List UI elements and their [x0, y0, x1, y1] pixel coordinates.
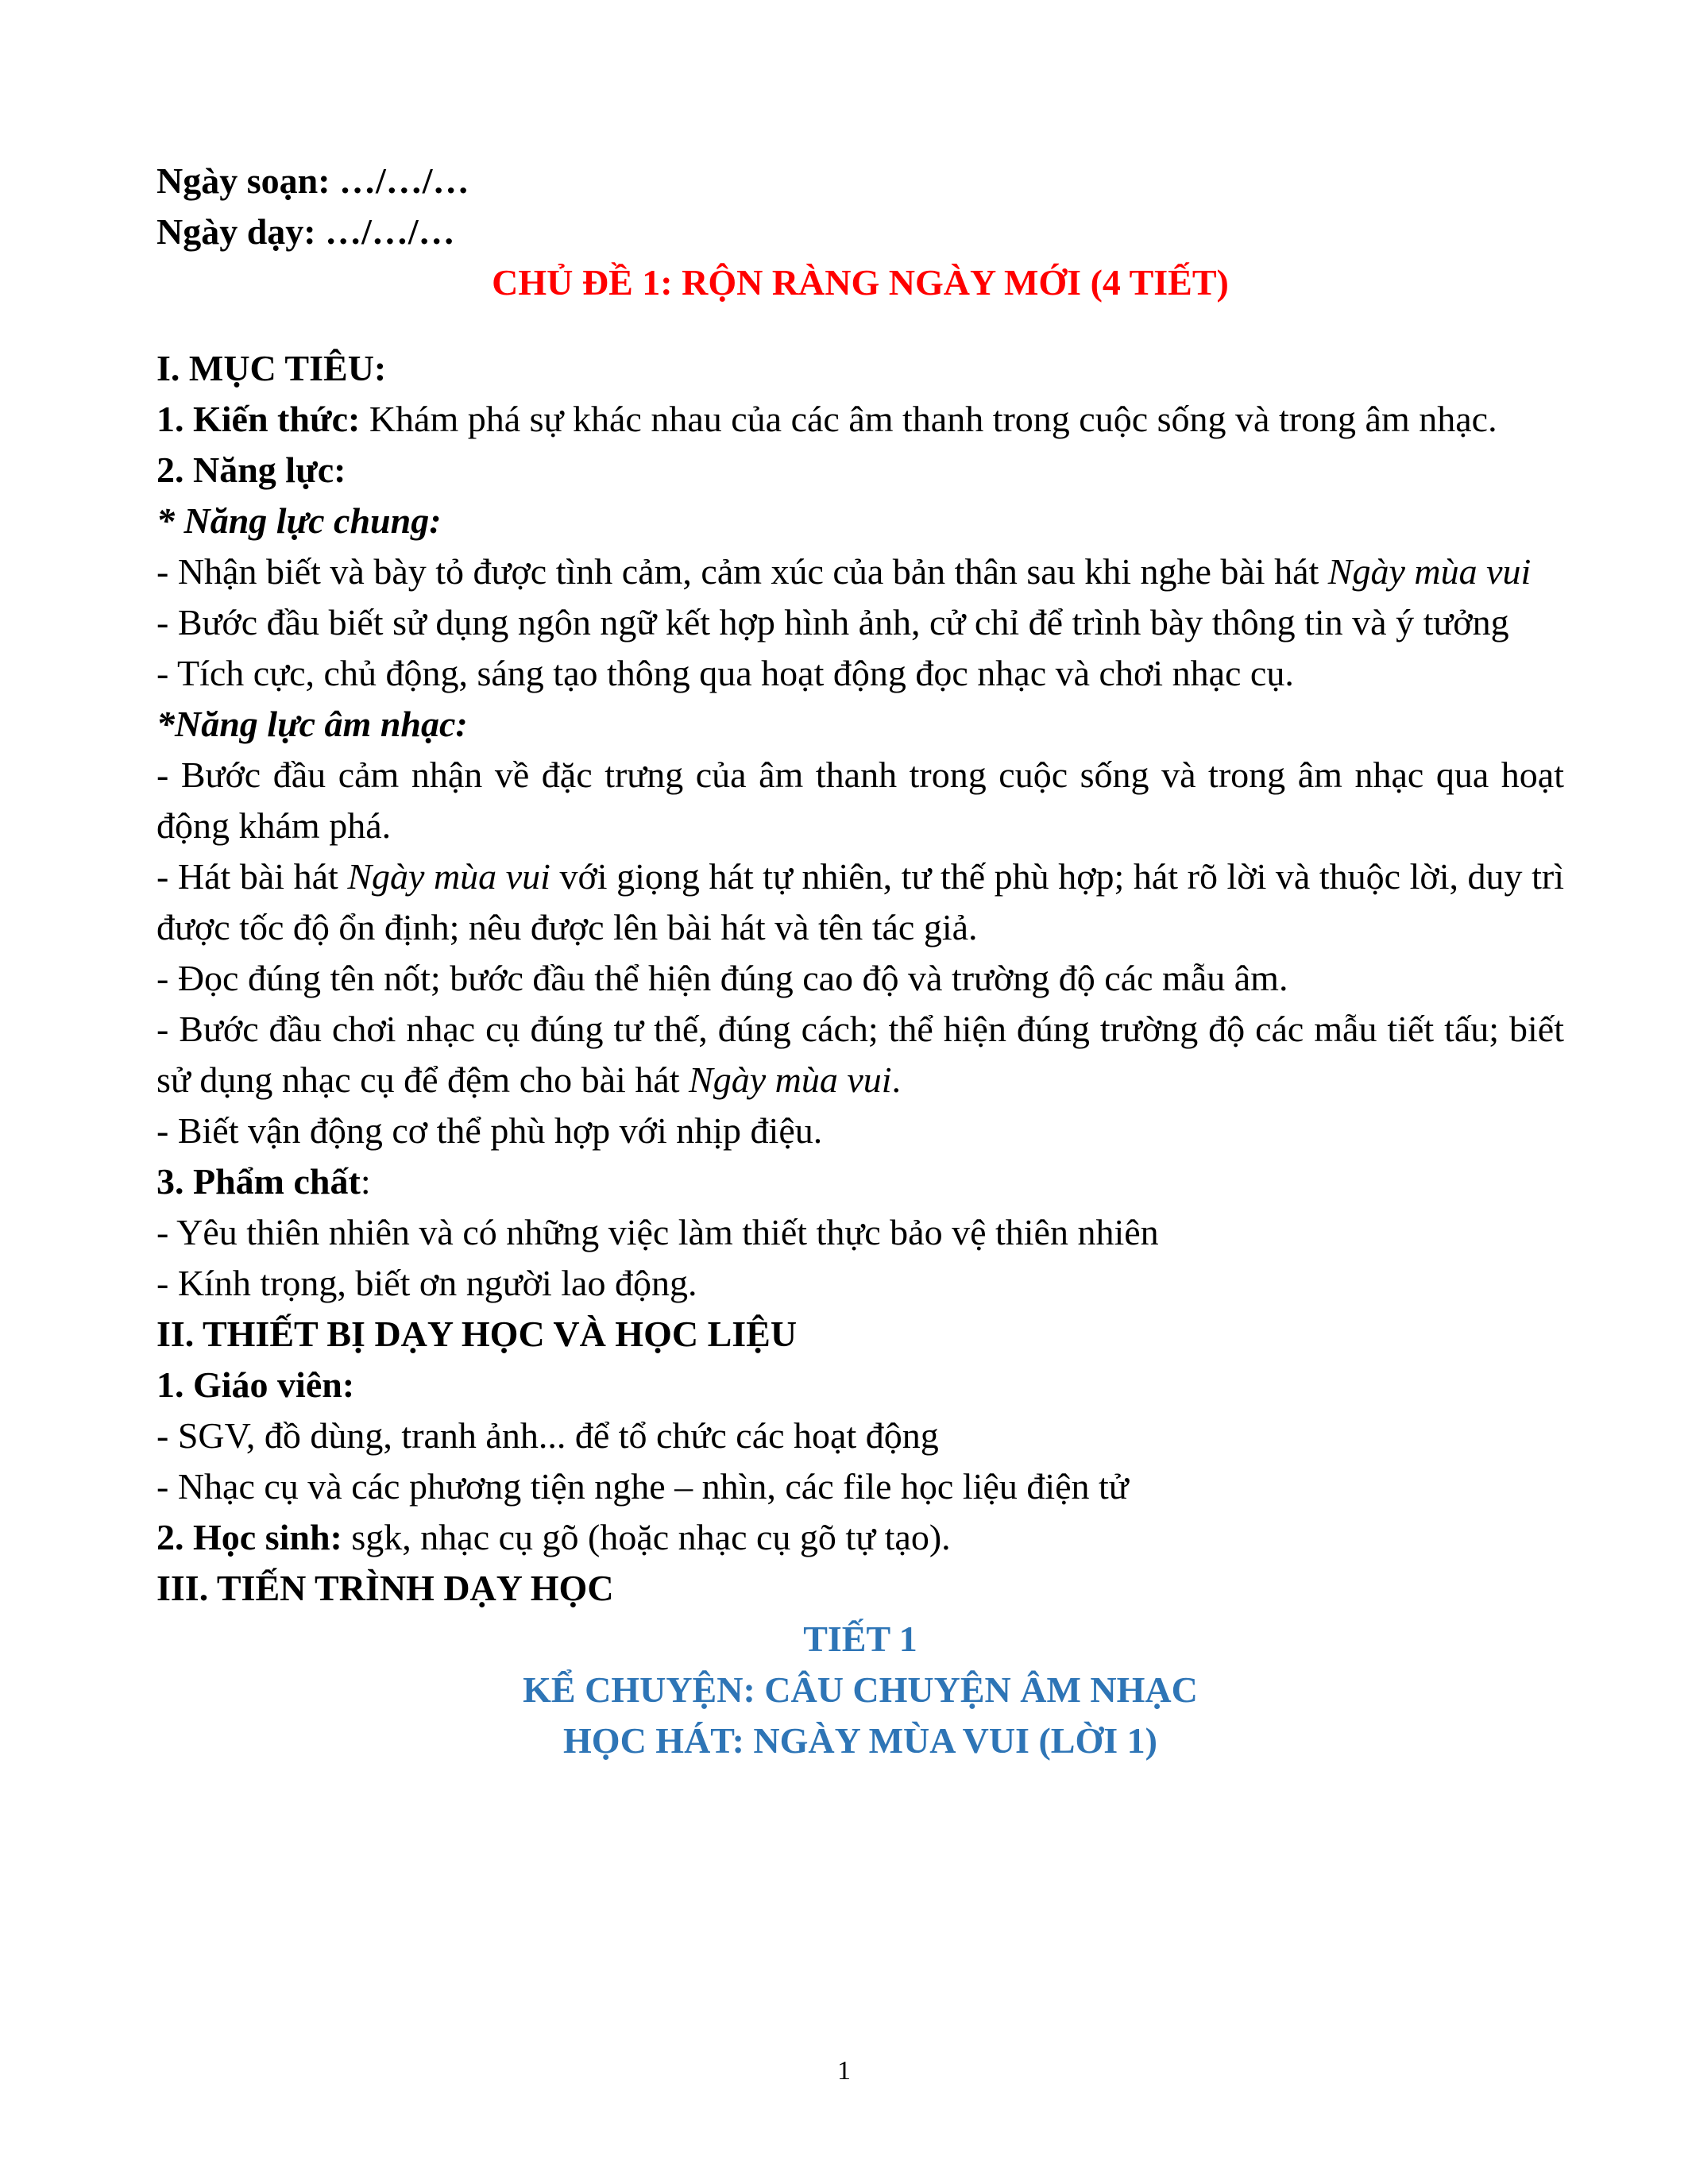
general-competence-heading: * Năng lực chung:: [156, 500, 442, 541]
topic-title: CHỦ ĐỀ 1: RỘN RÀNG NGÀY MỚI (4 TIẾT): [492, 262, 1229, 303]
date-taught: Ngày dạy: …/…/…: [156, 211, 455, 252]
teacher-heading: 1. Giáo viên:: [156, 1364, 355, 1405]
knowledge-text: Khám phá sự khác nhau của các âm thanh trong cuộc sống và trong âm nhạc.: [360, 399, 1497, 439]
teacher-item-2: - Nhạc cụ và các phương tiện nghe – nhìn, các file học liệu điện tử: [156, 1466, 1129, 1507]
music-item-3: - Đọc đúng tên nốt; bước đầu thể hiện đúng cao độ và trường độ các mẫu âm.: [156, 958, 1288, 998]
knowledge-paragraph: [156, 394, 1564, 445]
lesson-subtitle-2: HỌC HÁT: NGÀY MÙA VUI (LỜI 1): [563, 1720, 1157, 1761]
general-item-1: - Nhận biết và bày tỏ được tình cảm, cảm xúc của bản thân sau khi nghe bài hát Ngày mùa vui: [156, 551, 1532, 592]
music-item-2: - Hát bài hát Ngày mùa vui với giọng hát tự nhiên, tư thế phù hợp; hát rõ lời và thuộc lời, duy trì được tốc độ ổn định; nêu được lên bài hát và tên tác giả.: [156, 856, 1564, 947]
quality-item-1: - Yêu thiên nhiên và có những việc làm thiết thực bảo vệ thiên nhiên: [156, 1212, 1159, 1252]
quality-item-2: - Kính trọng, biết ơn người lao động.: [156, 1263, 697, 1303]
date-prepared: Ngày soạn: …/…/…: [156, 160, 469, 201]
general-item-3: - Tích cực, chủ động, sáng tạo thông qua hoạt động đọc nhạc và chơi nhạc cụ.: [156, 653, 1294, 693]
music-item-5: - Biết vận động cơ thể phù hợp với nhịp điệu.: [156, 1110, 823, 1151]
page-number: 1: [837, 2056, 851, 2086]
lesson-subtitle-1: KỂ CHUYỆN: CÂU CHUYỆN ÂM NHẠC: [523, 1669, 1198, 1710]
music-item-4: - Bước đầu chơi nhạc cụ đúng tư thế, đúng cách; thể hiện đúng trường độ các mẫu tiết tấu; biết sử dụng nhạc cụ để đệm cho bài hát Ngày mùa vui.: [156, 1009, 1564, 1100]
general-item-2: - Bước đầu biết sử dụng ngôn ngữ kết hợp hình ảnh, cử chỉ để trình bày thông tin và ý tưởng: [156, 602, 1509, 642]
song-title: Ngày mùa vui: [347, 856, 550, 897]
lesson-title: TIẾT 1: [803, 1619, 917, 1659]
student-paragraph: [156, 1512, 1564, 1563]
section-3-heading: III. TIẾN TRÌNH DẠY HỌC: [156, 1568, 614, 1608]
spacer: [156, 308, 1564, 343]
student-text: sgk, nhạc cụ gõ (hoặc nhạc cụ gõ tự tạo).: [342, 1517, 951, 1557]
section-2-heading: II. THIẾT BỊ DẠY HỌC VÀ HỌC LIỆU: [156, 1314, 798, 1354]
song-title: Ngày mùa vui: [1327, 551, 1532, 592]
teacher-item-1: - SGV, đồ dùng, tranh ảnh... để tổ chức các hoạt động: [156, 1415, 939, 1456]
section-1-heading: I. MỤC TIÊU:: [156, 348, 387, 388]
quality-heading: 3. Phẩm chất:: [156, 1161, 371, 1202]
knowledge-label: 1. Kiến thức:: [156, 399, 361, 439]
music-competence-heading: *Năng lực âm nhạc:: [156, 704, 468, 744]
music-item-1: - Bước đầu cảm nhận về đặc trưng của âm thanh trong cuộc sống và trong âm nhạc qua hoạt động khám phá.: [156, 754, 1564, 846]
student-label: 2. Học sinh:: [156, 1517, 342, 1557]
song-title: Ngày mùa vui: [689, 1059, 892, 1100]
competence-heading: 2. Năng lực:: [156, 450, 346, 490]
document-page: [156, 156, 1564, 1766]
